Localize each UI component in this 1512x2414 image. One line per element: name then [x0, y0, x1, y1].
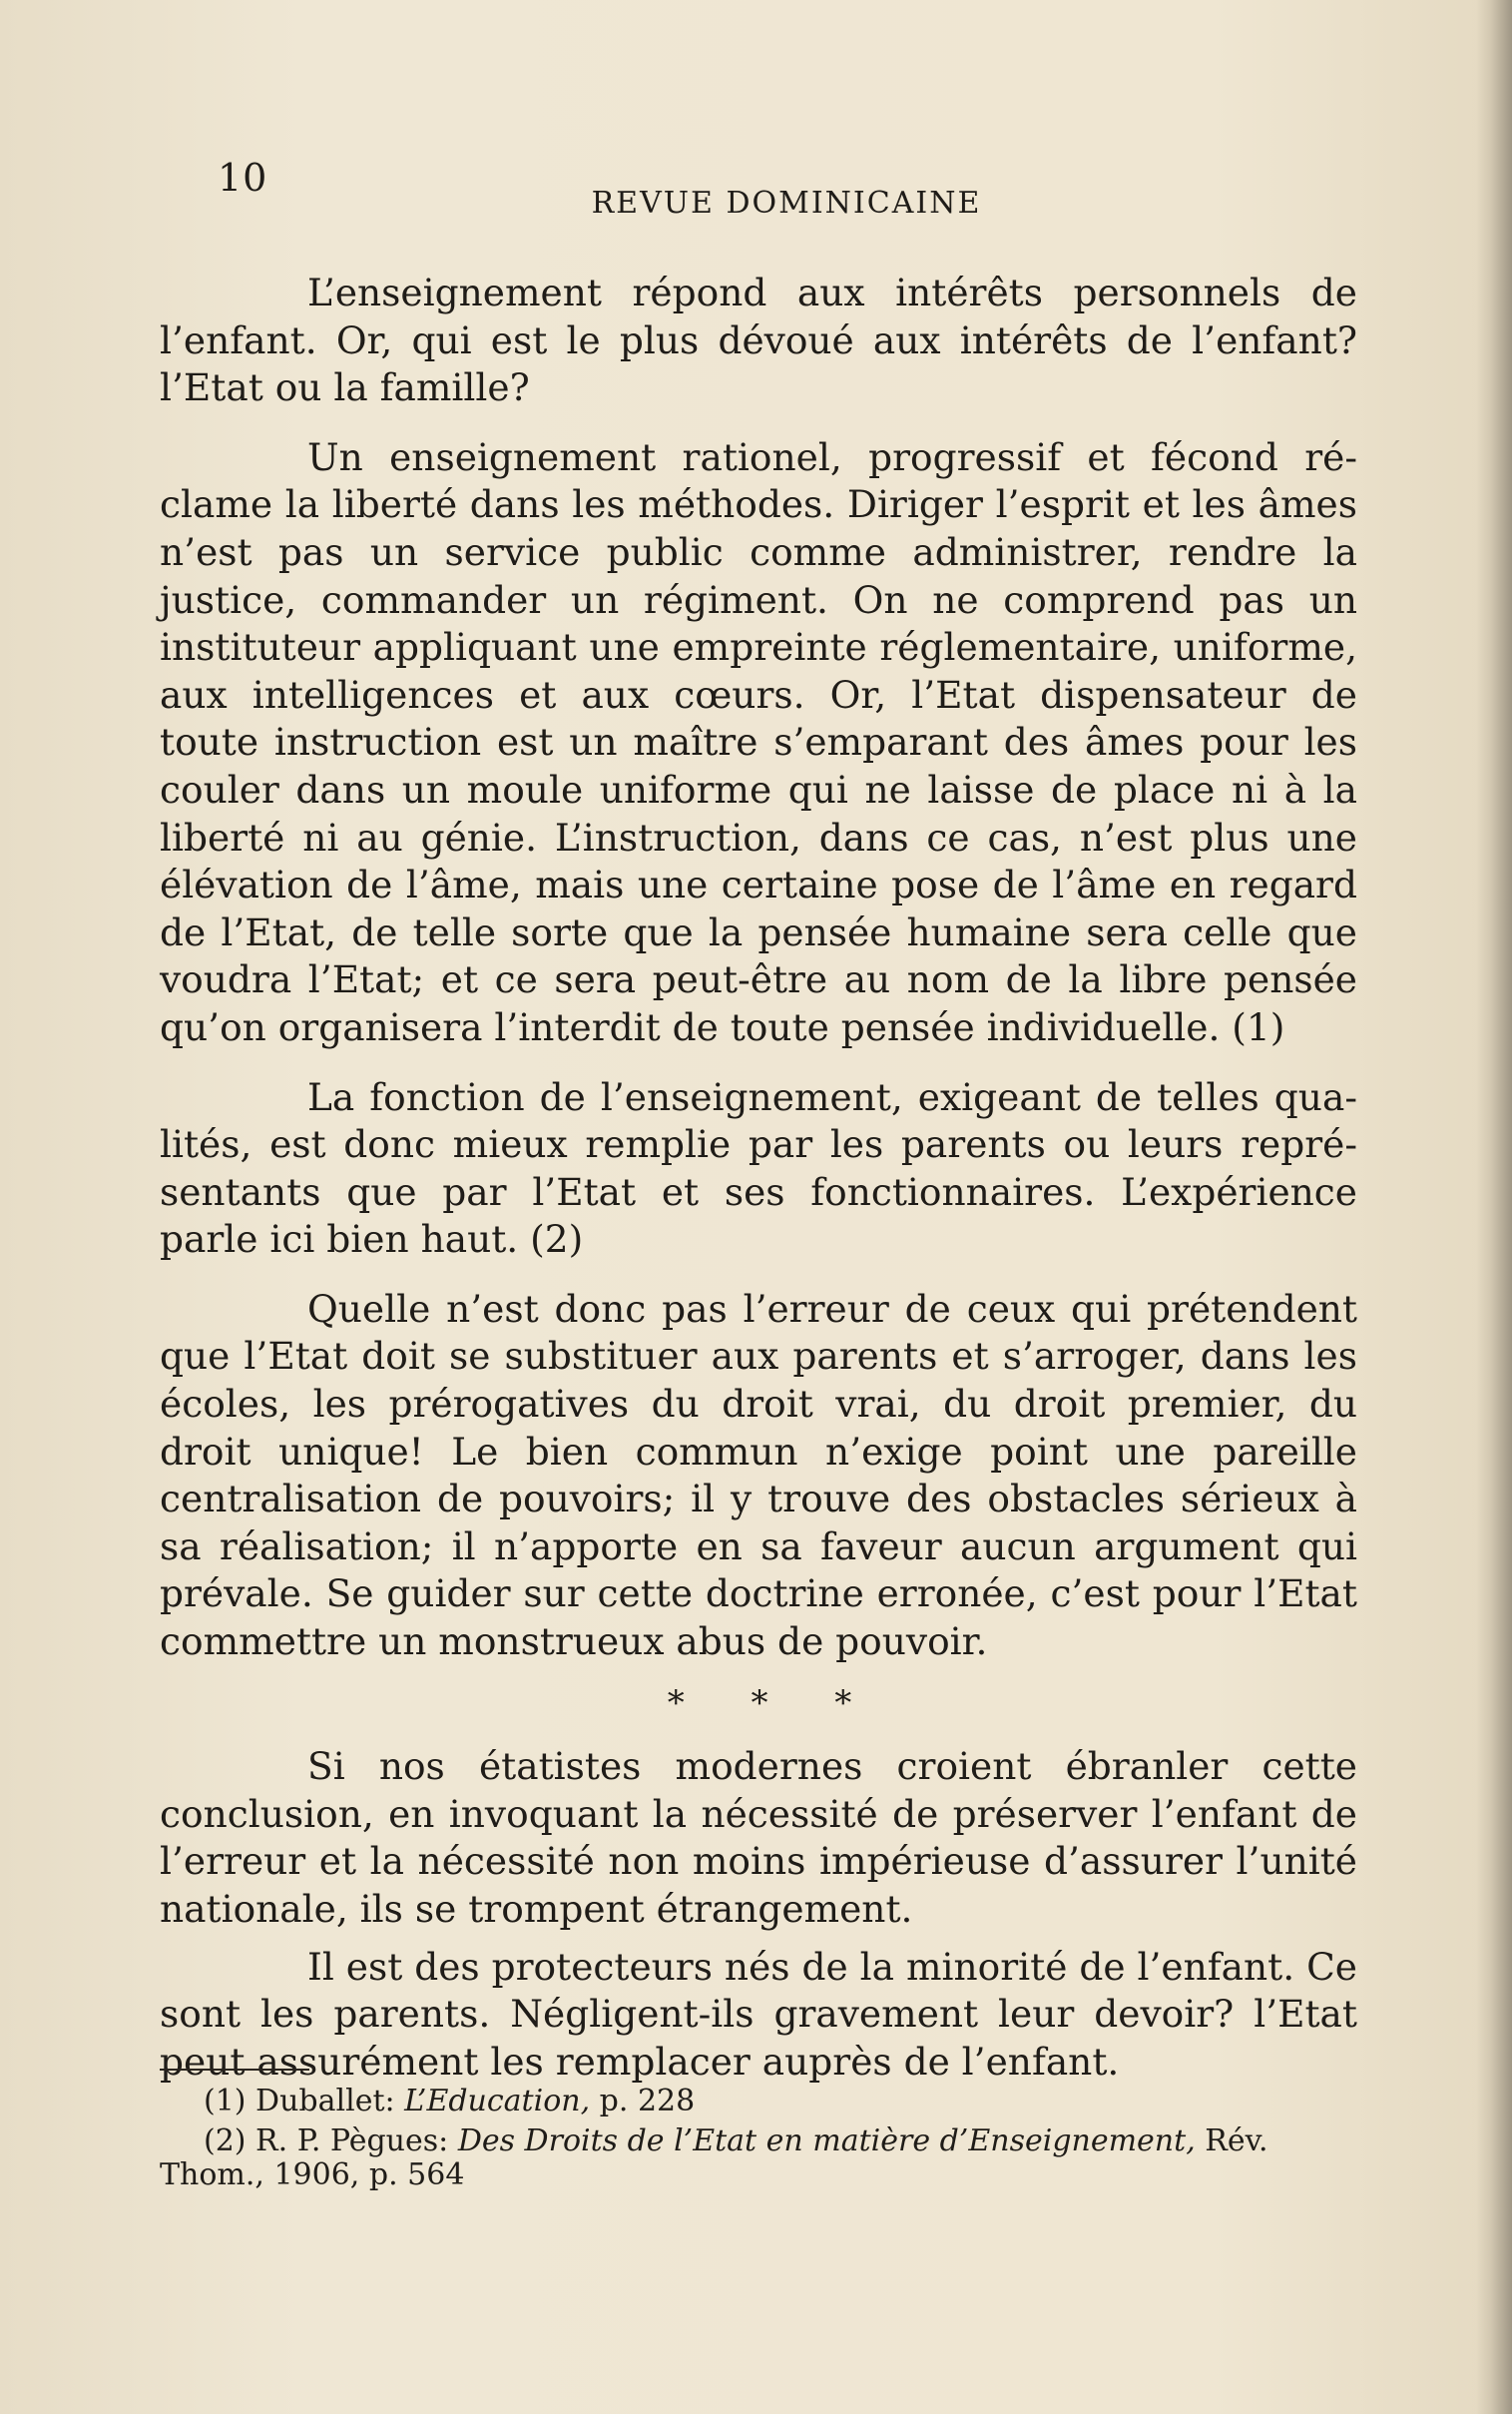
footnote-2: [160, 2124, 1357, 2192]
footnote-1: [160, 2085, 1357, 2118]
page-header: [218, 156, 1355, 221]
paragraph-5: Si nos étatistes modernes croient ébranler cette conclusion, en invoquant la nécessité de préserver l’enfant de l’erreur et la nécessité non moins impérieuse d’assurer l’unité nationale, ils se trompent étrangement.: [160, 1744, 1357, 1931]
page-number: 10: [218, 156, 268, 200]
footnote-2-marker: (2): [204, 2123, 247, 2158]
section-separator: * * *: [667, 1682, 880, 1723]
paragraph-1: L’enseignement répond aux intérêts personnels de l’enfant. Or, qui est le plus dévoué aux intérêts de l’enfant? l’Etat ou la famille?: [160, 271, 1357, 410]
running-title: REVUE DOMINICAINE: [591, 186, 982, 221]
paragraph-4: Quelle n’est donc pas l’erreur de ceux qui prétendent que l’Etat doit se substituer aux parents et s’arroger, dans les écoles, les prérogatives du droit vrai, du droit premier, du droit unique! Le bien commun n’exige point une pareille centralisation de pouvoirs; il y trouve des obstacles sérieux à sa réalisation; il n’apporte en sa faveur aucun argument qui prévale. Se guider sur cette doctrine erronée, c’est pour l’Etat commettre un monstrueux abus de pouvoir.: [160, 1286, 1357, 1664]
footnote-1-marker: (1): [204, 2084, 247, 2118]
paragraph-3: La fonction de l’enseignement, exigeant de telles qualités, est donc mieux remplie par les parents ou leurs représentants que par l’Etat et ses fonctionnaires. L’expérience parle ici bien haut. (2): [160, 1074, 1357, 1262]
footnote-2-author: R. P. Pègues:: [255, 2123, 449, 2158]
page-edge-shadow: [1476, 0, 1512, 2414]
footnote-rule: [160, 2069, 309, 2071]
footnote-2-rest: Rév. Thom., 1906, p. 564: [160, 2123, 1268, 2192]
footnotes: [160, 2069, 1357, 2198]
footnote-1-author: Duballet:: [255, 2084, 395, 2118]
footnote-1-rest: p. 228: [599, 2084, 696, 2118]
paragraph-6: Il est des protecteurs nés de la minorité de l’enfant. Ce sont les parents. Négligent-ils gravement leur devoir? l’Etat peut assurément les remplacer auprès de l’enfant.: [160, 1944, 1357, 2084]
footnote-2-title: Des Droits de l’Etat en matière d’Enseignement,: [457, 2123, 1196, 2158]
paragraph-2: Un enseignement rationel, progressif et fécond réclame la liberté dans les méthodes. Diriger l’esprit et les âmes n’est pas un service public comme administrer, rendre la justice, commander un régiment. On ne comprend pas un instituteur appliquant une empreinte réglementaire, uniforme, aux intelligences et aux cœurs. Or, l’Etat dispensateur de toute instruction est un maître s’emparant des âmes pour les couler dans un moule uniforme qui ne laisse de place ni à la liberté ni au génie. L’instruction, dans ce cas, n’est plus une élévation de l’âme, mais une certaine pose de l’âme en regard de l’Etat, de telle sorte que la pensée humaine sera celle que voudra l’Etat; et ce sera peut-être au nom de la libre pensée qu’on organisera l’interdit de toute pensée individuelle. (1): [160, 434, 1357, 1049]
footnote-1-title: L’Education,: [404, 2084, 591, 2118]
body-text: [160, 270, 1357, 2086]
